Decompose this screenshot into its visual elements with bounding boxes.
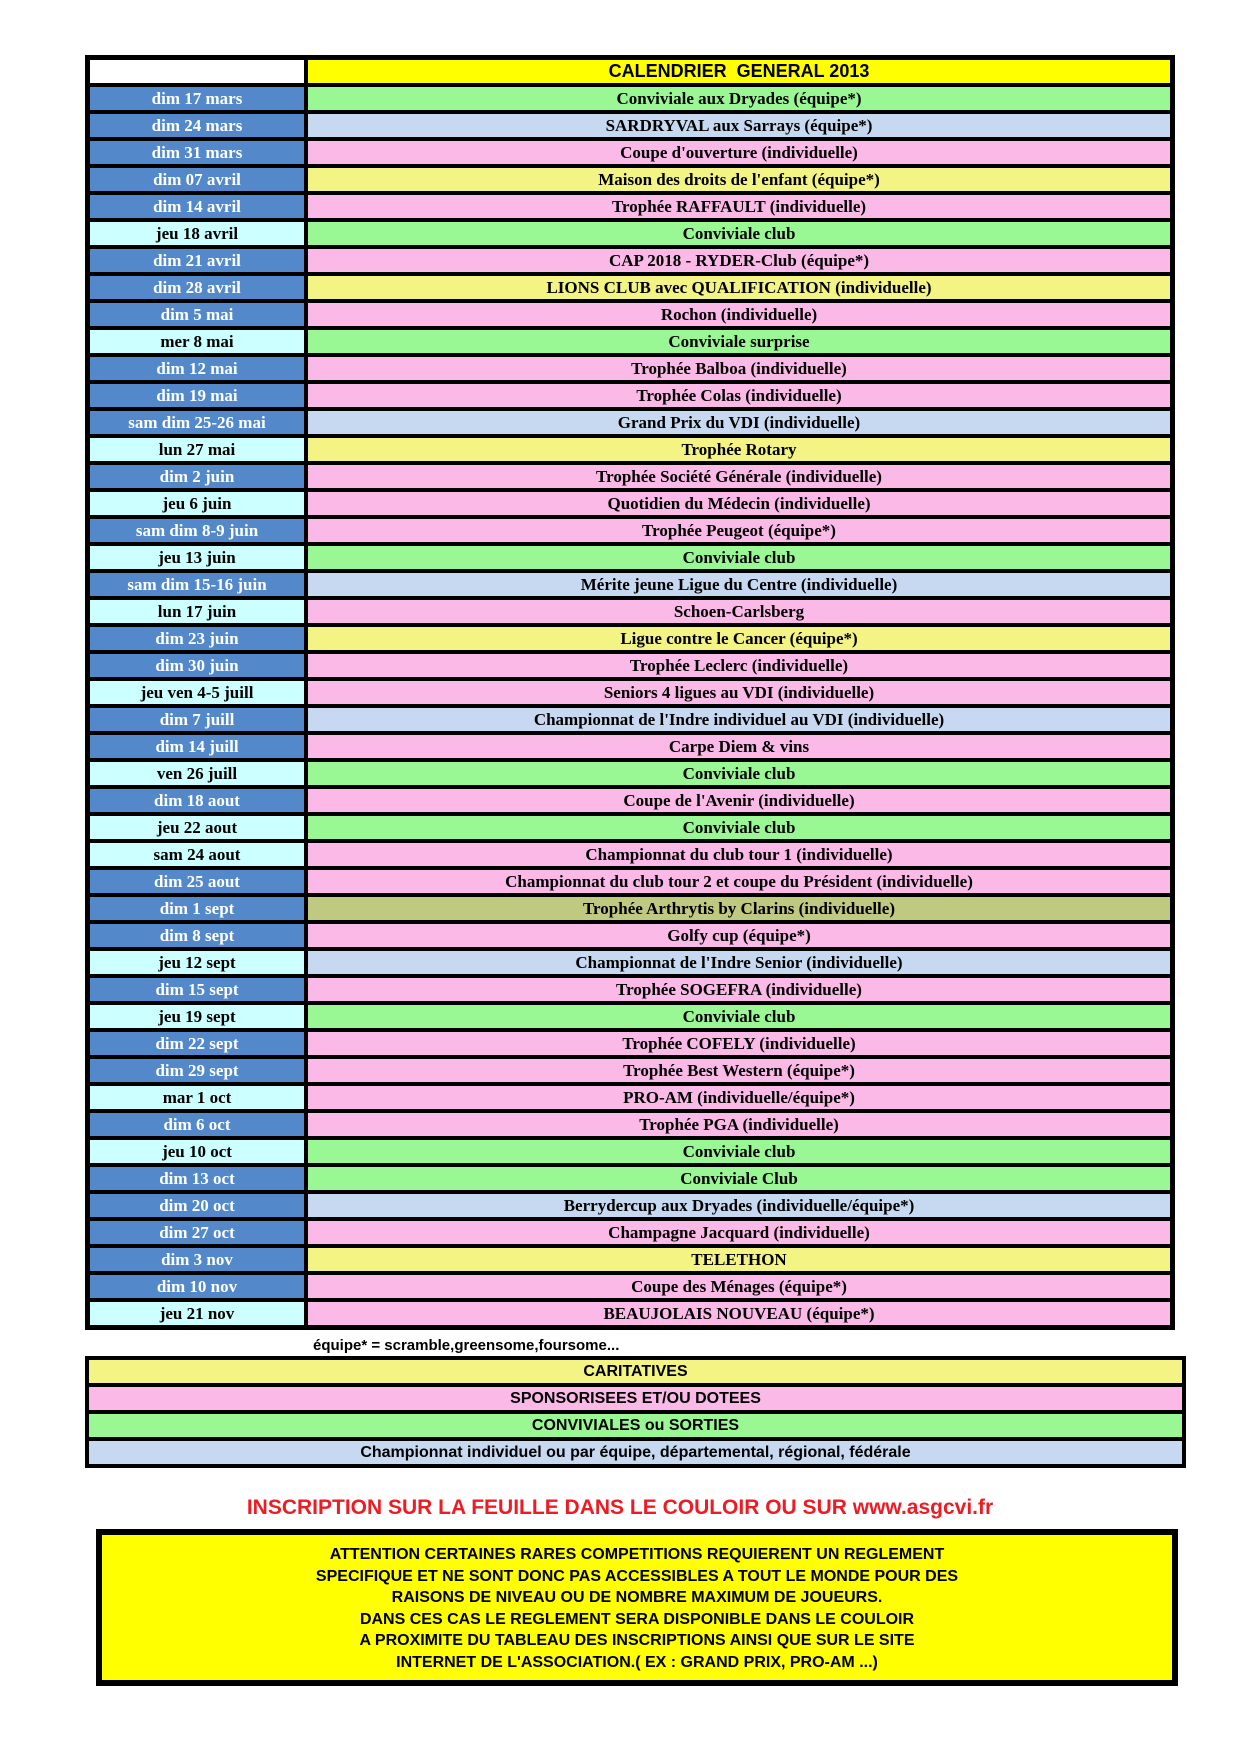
calendar-date-cell: dim 17 mars bbox=[90, 87, 304, 110]
calendar-date-cell: dim 14 juill bbox=[90, 735, 304, 758]
legend-row: CARITATIVES bbox=[89, 1360, 1182, 1383]
calendar-event-cell: Coupe de l'Avenir (individuelle) bbox=[308, 789, 1170, 812]
calendar-date-cell: jeu 6 juin bbox=[90, 492, 304, 515]
calendar-row bbox=[90, 519, 1170, 542]
calendar-row bbox=[90, 465, 1170, 488]
calendar-date-cell: dim 5 mai bbox=[90, 303, 304, 326]
calendar-date-cell: dim 25 aout bbox=[90, 870, 304, 893]
calendar-row bbox=[90, 600, 1170, 623]
calendar-date-cell: jeu 21 nov bbox=[90, 1302, 304, 1325]
calendar-date-cell: dim 30 juin bbox=[90, 654, 304, 677]
calendar-date-cell: sam dim 8-9 juin bbox=[90, 519, 304, 542]
calendar-row bbox=[90, 249, 1170, 272]
calendar-date-cell: dim 14 avril bbox=[90, 195, 304, 218]
calendar-table bbox=[85, 55, 1175, 1330]
calendar-row bbox=[90, 411, 1170, 434]
calendar-event-cell: Trophée Balboa (individuelle) bbox=[308, 357, 1170, 380]
calendar-event-cell: Trophée Best Western (équipe*) bbox=[308, 1059, 1170, 1082]
calendar-row bbox=[90, 546, 1170, 569]
calendar-date-cell: jeu 13 juin bbox=[90, 546, 304, 569]
calendar-event-cell: Grand Prix du VDI (individuelle) bbox=[308, 411, 1170, 434]
calendar-event-cell: Championnat du club tour 2 et coupe du Président (individuelle) bbox=[308, 870, 1170, 893]
calendar-row bbox=[90, 114, 1170, 137]
calendar-event-cell: Quotidien du Médecin (individuelle) bbox=[308, 492, 1170, 515]
inscription-line: INSCRIPTION SUR LA FEUILLE DANS LE COULOIR OU SUR www.asgcvi.fr bbox=[246, 1496, 994, 1519]
calendar-event-cell: Trophée Peugeot (équipe*) bbox=[308, 519, 1170, 542]
calendar-row bbox=[90, 1194, 1170, 1217]
calendar-date-cell: dim 1 sept bbox=[90, 897, 304, 920]
calendar-row bbox=[90, 330, 1170, 353]
calendar-row bbox=[90, 843, 1170, 866]
calendar-row bbox=[90, 1086, 1170, 1109]
calendar-event-cell: Trophée Rotary bbox=[308, 438, 1170, 461]
calendar-date-cell: dim 27 oct bbox=[90, 1221, 304, 1244]
calendar-row bbox=[90, 1032, 1170, 1055]
calendar-date-cell: dim 28 avril bbox=[90, 276, 304, 299]
calendar-event-cell: Trophée Leclerc (individuelle) bbox=[308, 654, 1170, 677]
calendar-row bbox=[90, 627, 1170, 650]
calendar-event-cell: Rochon (individuelle) bbox=[308, 303, 1170, 326]
calendar-date-cell: dim 12 mai bbox=[90, 357, 304, 380]
calendar-event-cell: PRO-AM (individuelle/équipe*) bbox=[308, 1086, 1170, 1109]
calendar-event-cell: Seniors 4 ligues au VDI (individuelle) bbox=[308, 681, 1170, 704]
legend-row: Championnat individuel ou par équipe, départemental, régional, fédérale bbox=[89, 1441, 1182, 1464]
calendar-date-cell: jeu ven 4-5 juill bbox=[90, 681, 304, 704]
calendar-row bbox=[90, 681, 1170, 704]
calendar-date-cell: dim 23 juin bbox=[90, 627, 304, 650]
calendar-event-cell: Schoen-Carlsberg bbox=[308, 600, 1170, 623]
calendar-event-cell: Conviviale club bbox=[308, 222, 1170, 245]
attention-box bbox=[96, 1529, 1178, 1686]
calendar-event-cell: Conviviale club bbox=[308, 762, 1170, 785]
legend-table bbox=[85, 1356, 1186, 1468]
calendar-row bbox=[90, 978, 1170, 1001]
calendar-row bbox=[90, 870, 1170, 893]
calendar-date-cell: dim 18 aout bbox=[90, 789, 304, 812]
calendar-row bbox=[90, 735, 1170, 758]
calendar-row bbox=[90, 816, 1170, 839]
calendar-date-cell: lun 17 juin bbox=[90, 600, 304, 623]
calendar-row bbox=[90, 384, 1170, 407]
calendar-event-cell: Championnat de l'Indre Senior (individuelle) bbox=[308, 951, 1170, 974]
calendar-row bbox=[90, 708, 1170, 731]
calendar-row bbox=[90, 1005, 1170, 1028]
attention-line: ATTENTION CERTAINES RARES COMPETITIONS REQUIERENT UN REGLEMENT bbox=[329, 1546, 945, 1563]
calendar-row bbox=[90, 789, 1170, 812]
calendar-date-cell: sam 24 aout bbox=[90, 843, 304, 866]
calendar-event-cell: Trophée Société Générale (individuelle) bbox=[308, 465, 1170, 488]
calendar-row bbox=[90, 573, 1170, 596]
legend-row: SPONSORISEES ET/OU DOTEES bbox=[89, 1387, 1182, 1410]
calendar-row bbox=[90, 357, 1170, 380]
calendar-row bbox=[90, 897, 1170, 920]
attention-line: RAISONS DE NIVEAU OU DE NOMBRE MAXIMUM DE JOUEURS. bbox=[391, 1589, 883, 1606]
calendar-date-cell: dim 2 juin bbox=[90, 465, 304, 488]
calendar-row bbox=[90, 654, 1170, 677]
calendar-row bbox=[90, 951, 1170, 974]
calendar-event-cell: Trophée Arthrytis by Clarins (individuelle) bbox=[308, 897, 1170, 920]
calendar-date-cell: sam dim 25-26 mai bbox=[90, 411, 304, 434]
calendar-event-cell: Championnat de l'Indre individuel au VDI (individuelle) bbox=[308, 708, 1170, 731]
calendar-row bbox=[90, 168, 1170, 191]
calendar-date-cell: mar 1 oct bbox=[90, 1086, 304, 1109]
calendar-event-cell: Champagne Jacquard (individuelle) bbox=[308, 1221, 1170, 1244]
calendar-row bbox=[90, 1167, 1170, 1190]
calendar-date-cell: jeu 18 avril bbox=[90, 222, 304, 245]
calendar-header-empty-cell bbox=[90, 60, 304, 83]
calendar-event-cell: Trophée SOGEFRA (individuelle) bbox=[308, 978, 1170, 1001]
calendar-row bbox=[90, 762, 1170, 785]
calendar-event-cell: SARDRYVAL aux Sarrays (équipe*) bbox=[308, 114, 1170, 137]
calendar-row bbox=[90, 492, 1170, 515]
calendar-event-cell: Conviviale Club bbox=[308, 1167, 1170, 1190]
calendar-row bbox=[90, 1140, 1170, 1163]
calendar-title: CALENDRIER GENERAL 2013 bbox=[308, 60, 1170, 83]
calendar-row bbox=[90, 924, 1170, 947]
calendar-date-cell: dim 20 oct bbox=[90, 1194, 304, 1217]
calendar-date-cell: dim 15 sept bbox=[90, 978, 304, 1001]
calendar-date-cell: dim 10 nov bbox=[90, 1275, 304, 1298]
calendar-event-cell: Conviviale club bbox=[308, 1005, 1170, 1028]
calendar-event-cell: Trophée Colas (individuelle) bbox=[308, 384, 1170, 407]
calendar-date-cell: jeu 22 aout bbox=[90, 816, 304, 839]
calendar-row bbox=[90, 141, 1170, 164]
calendar-event-cell: Mérite jeune Ligue du Centre (individuelle) bbox=[308, 573, 1170, 596]
calendar-date-cell: jeu 19 sept bbox=[90, 1005, 304, 1028]
calendar-row bbox=[90, 438, 1170, 461]
calendar-row bbox=[90, 195, 1170, 218]
calendar-row bbox=[90, 87, 1170, 110]
calendar-date-cell: dim 29 sept bbox=[90, 1059, 304, 1082]
calendar-event-cell: TELETHON bbox=[308, 1248, 1170, 1271]
calendar-event-cell: Championnat du club tour 1 (individuelle) bbox=[308, 843, 1170, 866]
calendar-date-cell: dim 07 avril bbox=[90, 168, 304, 191]
calendar-date-cell: dim 24 mars bbox=[90, 114, 304, 137]
calendar-date-cell: jeu 10 oct bbox=[90, 1140, 304, 1163]
calendar-row bbox=[90, 1248, 1170, 1271]
calendar-date-cell: dim 19 mai bbox=[90, 384, 304, 407]
calendar-date-cell: dim 13 oct bbox=[90, 1167, 304, 1190]
calendar-row bbox=[90, 222, 1170, 245]
attention-line: A PROXIMITE DU TABLEAU DES INSCRIPTIONS AINSI QUE SUR LE SITE bbox=[359, 1632, 915, 1649]
calendar-event-cell: Conviviale club bbox=[308, 816, 1170, 839]
calendar-event-cell: Ligue contre le Cancer (équipe*) bbox=[308, 627, 1170, 650]
calendar-event-cell: Carpe Diem & vins bbox=[308, 735, 1170, 758]
attention-line: INTERNET DE L'ASSOCIATION.( EX : GRAND PRIX, PRO-AM ...) bbox=[396, 1653, 878, 1671]
calendar-date-cell: dim 21 avril bbox=[90, 249, 304, 272]
calendar-event-cell: Trophée COFELY (individuelle) bbox=[308, 1032, 1170, 1055]
calendar-date-cell: jeu 12 sept bbox=[90, 951, 304, 974]
calendar-date-cell: dim 3 nov bbox=[90, 1248, 304, 1271]
calendar-row bbox=[90, 1221, 1170, 1244]
calendar-date-cell: dim 7 juill bbox=[90, 708, 304, 731]
calendar-event-cell: Coupe des Ménages (équipe*) bbox=[308, 1275, 1170, 1298]
calendar-event-cell: Trophée RAFFAULT (individuelle) bbox=[308, 195, 1170, 218]
calendar-event-cell: Conviviale club bbox=[308, 1140, 1170, 1163]
calendar-event-cell: Conviviale club bbox=[308, 546, 1170, 569]
calendar-event-cell: Conviviale surprise bbox=[308, 330, 1170, 353]
calendar-event-cell: CAP 2018 - RYDER-Club (équipe*) bbox=[308, 249, 1170, 272]
calendar-date-cell: ven 26 juill bbox=[90, 762, 304, 785]
calendar-date-cell: dim 31 mars bbox=[90, 141, 304, 164]
equipe-note: équipe* = scramble,greensome,foursome... bbox=[313, 1337, 620, 1354]
calendar-event-cell: Conviviale aux Dryades (équipe*) bbox=[308, 87, 1170, 110]
calendar-date-cell: mer 8 mai bbox=[90, 330, 304, 353]
calendar-row bbox=[90, 1302, 1170, 1325]
attention-line: DANS CES CAS LE REGLEMENT SERA DISPONIBLE DANS LE COULOIR bbox=[359, 1610, 915, 1628]
attention-line: SPECIFIQUE ET NE SONT DONC PAS ACCESSIBLES A TOUT LE MONDE POUR DES bbox=[315, 1567, 959, 1585]
calendar-event-cell: BEAUJOLAIS NOUVEAU (équipe*) bbox=[308, 1302, 1170, 1325]
calendar-event-cell: Golfy cup (équipe*) bbox=[308, 924, 1170, 947]
calendar-event-cell: Trophée PGA (individuelle) bbox=[308, 1113, 1170, 1136]
calendar-row bbox=[90, 1275, 1170, 1298]
calendar-event-cell: Berrydercup aux Dryades (individuelle/équipe*) bbox=[308, 1194, 1170, 1217]
calendar-row bbox=[90, 303, 1170, 326]
calendar-header-row bbox=[90, 60, 1170, 83]
calendar-event-cell: LIONS CLUB avec QUALIFICATION (individuelle) bbox=[308, 276, 1170, 299]
calendar-date-cell: sam dim 15-16 juin bbox=[90, 573, 304, 596]
calendar-row bbox=[90, 276, 1170, 299]
calendar-date-cell: dim 22 sept bbox=[90, 1032, 304, 1055]
calendar-date-cell: lun 27 mai bbox=[90, 438, 304, 461]
calendar-row bbox=[90, 1059, 1170, 1082]
calendar-date-cell: dim 8 sept bbox=[90, 924, 304, 947]
legend-row: CONVIVIALES ou SORTIES bbox=[89, 1414, 1182, 1437]
calendar-row bbox=[90, 1113, 1170, 1136]
calendar-event-cell: Maison des droits de l'enfant (équipe*) bbox=[308, 168, 1170, 191]
calendar-event-cell: Coupe d'ouverture (individuelle) bbox=[308, 141, 1170, 164]
calendar-date-cell: dim 6 oct bbox=[90, 1113, 304, 1136]
